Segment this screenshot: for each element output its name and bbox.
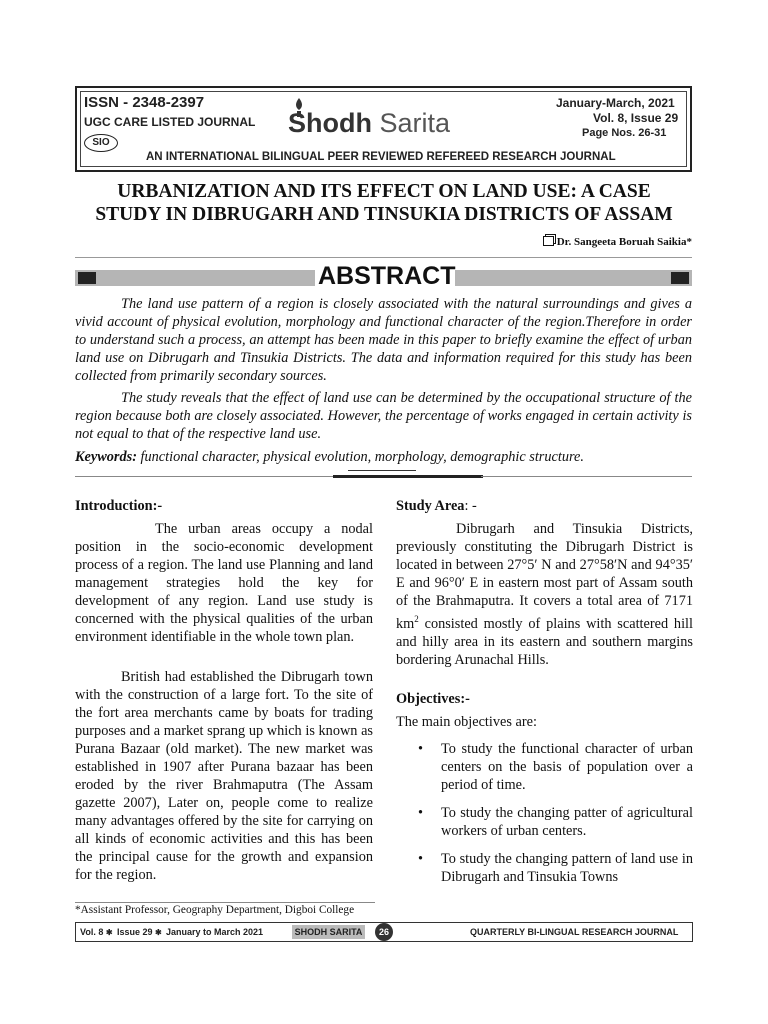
author-name: Dr. Sangeeta Boruah Saikia* bbox=[556, 236, 692, 248]
author-line bbox=[480, 236, 692, 248]
article-title bbox=[60, 180, 708, 226]
list-item: • To study the changing pattern of land use in Dibrugarh and Tinsukia Towns bbox=[396, 850, 693, 886]
footer-brand: SHODH SARITA bbox=[292, 925, 365, 939]
page-number: 26 bbox=[375, 923, 393, 941]
issn-number: ISSN - 2348-2397 bbox=[84, 94, 205, 111]
footer-volume bbox=[80, 927, 113, 937]
footer-journal-type: QUARTERLY BI-LINGUAL RESEARCH JOURNAL bbox=[470, 927, 679, 937]
banner-square-left bbox=[78, 272, 96, 284]
objectives-intro: The main objectives are: bbox=[396, 714, 537, 730]
study-area-heading bbox=[396, 497, 477, 515]
sio-badge: SIO bbox=[84, 134, 118, 152]
superscript: 2 bbox=[414, 614, 419, 624]
list-item: • To study the functional character of urban centers on the basis of population over a period of time. bbox=[396, 740, 693, 794]
logo-first-letter: S bbox=[288, 108, 307, 138]
abstract-banner-left bbox=[75, 270, 315, 286]
study-area-paragraph bbox=[396, 520, 693, 669]
footnote: *Assistant Professor, Geography Department, Digboi College bbox=[75, 904, 355, 916]
footer-issue-text: Issue 29 bbox=[117, 927, 153, 937]
objectives-list bbox=[396, 740, 693, 896]
list-item: • To study the changing patter of agricultural workers of urban centers. bbox=[396, 804, 693, 840]
footer-issue bbox=[117, 927, 162, 937]
objectives-heading: Objectives:- bbox=[396, 691, 470, 707]
title-line-1: URBANIZATION AND ITS EFFECT ON LAND USE: A CASE bbox=[117, 181, 651, 202]
introduction-paragraph-2: British had established the Dibrugarh town with the construction of a large fort. To the site of the fort area merchants came by boats for trading purposes and a market sprang up which is known as Purana Bazaar (old market). The new market was established in 1907 after Purana bazaar has been eroded by the river Brahmaputra (The Assam gazette 2007), Later on, people come to realize many advantages offered by the site for carrying on all kinds of economic activities and this has been the principal cause for the growth and expansion for the region. bbox=[75, 669, 373, 883]
footnote-divider bbox=[75, 902, 375, 903]
logo-word-2: Sarita bbox=[379, 108, 451, 138]
study-area-text-2: consisted mostly of plains with scattered hill and hilly area in its eastern and southern margins bordering Arunachal Hills. bbox=[396, 615, 693, 668]
page-range: Page Nos. 26-31 bbox=[582, 127, 667, 139]
abstract-banner-right bbox=[455, 270, 692, 286]
keywords bbox=[75, 449, 692, 466]
logo-word-1: hodh bbox=[306, 108, 372, 138]
abstract-paragraph-1: The land use pattern of a region is closely associated with the natural surroundings and gives a vivid account of physical evolution, morphology and functional character of the region.Therefore in order to understand such a process, an attempt has been made in this paper to briefly examine the effect of urban land use on Dibrugarh and Tinsukia Districts. The data and information required for this study has been collected from primarily secondary sources. bbox=[75, 296, 692, 384]
footer-volume-text: Vol. 8 bbox=[80, 927, 104, 937]
keywords-text: functional character, physical evolution, morphology, demographic structure. bbox=[140, 449, 584, 465]
star-icon: ✱ bbox=[105, 928, 113, 937]
ugc-label: UGC CARE LISTED JOURNAL bbox=[84, 115, 256, 129]
divider bbox=[75, 257, 692, 258]
star-icon: ✱ bbox=[155, 928, 162, 937]
journal-tagline: AN INTERNATIONAL BILINGUAL PEER REVIEWED REFEREED RESEARCH JOURNAL bbox=[146, 151, 616, 163]
separator-short bbox=[348, 470, 416, 471]
issue-date: January-March, 2021 bbox=[556, 96, 675, 110]
volume-issue: Vol. 8, Issue 29 bbox=[593, 111, 679, 125]
study-area-title: Study Area bbox=[396, 498, 465, 514]
study-area-text-1: Dibrugarh and Tinsukia Districts, previously constituting the Dibrugarh District is located in between 27°5′ N and 27°58′N and 94°35′ E and 96°0′ E in eastern most part of Assam south of the Brahmaputra. It covers a total area of 7171 km bbox=[396, 521, 693, 632]
abstract-paragraph-2: The study reveals that the effect of land use can be determined by the occupational structure of the region because both are closely associated. However, the percentage of works engaged in certain activity is not equal to that of the respective land use. bbox=[75, 390, 692, 442]
copy-icon bbox=[543, 236, 554, 246]
footer-date: January to March 2021 bbox=[166, 927, 264, 937]
introduction-paragraph-1: The urban areas occupy a nodal position in the socio-economic development process of a region. The land use Planning and land management strategies hold the key for development of any region. Land use study is concerned with the physical qualities of the urban environment identifiable in the whole town plan. bbox=[75, 521, 373, 645]
separator-long bbox=[75, 476, 692, 480]
introduction-heading: Introduction:- bbox=[75, 498, 163, 514]
keywords-label: Keywords: bbox=[75, 449, 137, 465]
banner-square-right bbox=[671, 272, 689, 284]
study-area-suffix: : - bbox=[464, 498, 477, 514]
title-line-2: STUDY IN DIBRUGARH AND TINSUKIA DISTRICTS OF ASSAM bbox=[95, 204, 673, 225]
abstract-heading: ABSTRACT bbox=[318, 262, 456, 290]
journal-logo bbox=[288, 108, 450, 139]
